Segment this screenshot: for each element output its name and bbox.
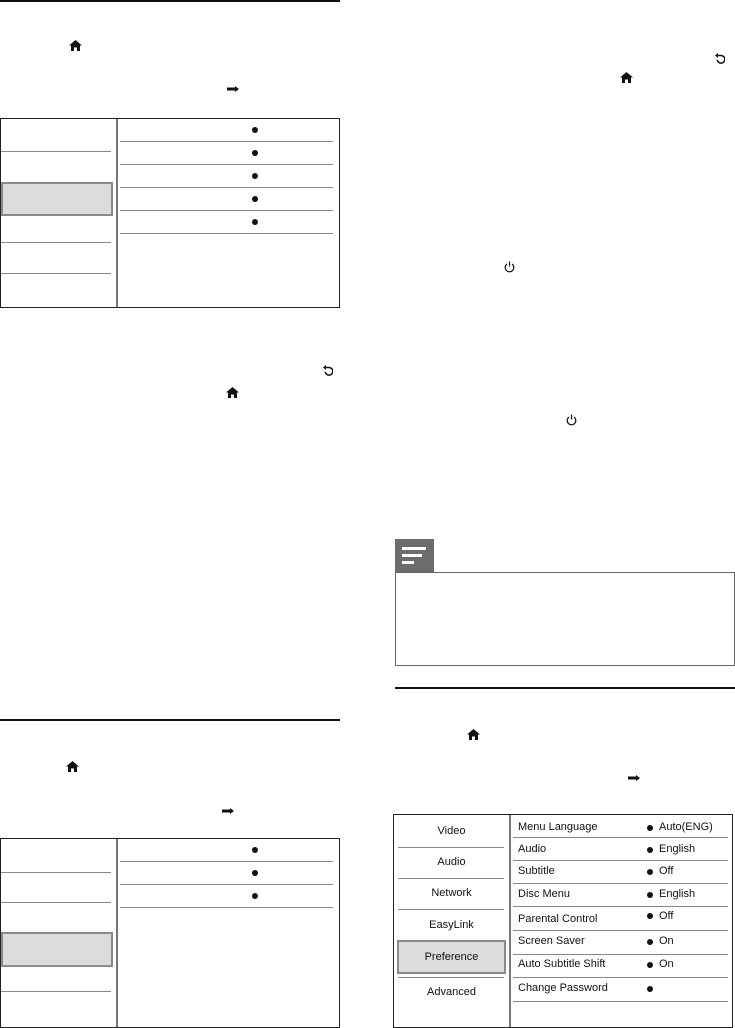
sidebar-item-preference-label: Preference [424,951,479,963]
option-divider [513,954,728,955]
preference-settings-menu [393,814,733,1028]
option-divider [513,906,728,907]
back-icon [714,53,725,65]
settings-menu-1 [0,118,340,308]
option-divider [513,977,728,978]
option-bullet [647,986,653,992]
sidebar-divider [1,151,111,152]
option-bullet [647,913,653,919]
right-arrow-icon [222,808,234,814]
home-icon [620,72,633,83]
option-bullet [252,847,258,853]
sidebar-item-network[interactable]: Network [431,887,472,899]
option-bullet [252,870,258,876]
right-arrow-icon [628,775,640,781]
option-bullet [252,196,258,202]
menu-sidebar [394,815,511,1027]
sidebar-item-easylink[interactable]: EasyLink [429,919,474,931]
option-value-audio: English [659,843,696,855]
sidebar-divider [398,878,504,879]
note-icon [395,539,434,572]
option-disc-menu[interactable]: Disc Menu [518,888,570,900]
home-icon [66,761,79,772]
option-bullet [252,127,258,133]
sidebar-divider [1,991,111,992]
option-bullet [647,939,653,945]
section-rule-mid-left [0,719,340,721]
option-value-menu-language: Auto(ENG) [659,821,713,833]
option-bullet [252,219,258,225]
option-audio[interactable]: Audio [518,843,547,855]
back-icon [322,365,333,377]
home-icon [467,729,480,740]
sidebar-item-preference[interactable] [397,940,506,974]
option-bullet [252,173,258,179]
option-menu-language[interactable]: Menu Language [518,821,598,833]
option-value-auto-subtitle-shift: On [659,958,674,970]
option-value-parental-control: Off [659,910,674,922]
option-divider [120,861,333,862]
section-rule-top-left [0,0,340,2]
option-divider [120,884,333,885]
sidebar-item-video[interactable]: Video [437,825,466,837]
option-divider [120,141,333,142]
option-bullet [647,892,653,898]
option-divider [120,210,333,211]
settings-menu-2 [0,838,340,1028]
option-divider [120,233,333,234]
option-screen-saver[interactable]: Screen Saver [518,935,585,947]
option-divider [513,860,728,861]
option-bullet [647,962,653,968]
section-rule-mid-right [395,687,735,689]
option-bullet [647,847,653,853]
option-divider [513,883,728,884]
option-bullet [252,893,258,899]
option-parental-control[interactable]: Parental Control [518,913,598,925]
note-box [395,572,735,666]
sidebar-divider [398,847,504,848]
sidebar-item-selected[interactable] [1,182,113,216]
sidebar-divider [398,977,504,978]
sidebar-divider [1,872,111,873]
sidebar-item-selected[interactable] [1,932,113,967]
option-value-screen-saver: On [659,935,674,947]
option-subtitle[interactable]: Subtitle [518,865,555,877]
option-divider [513,837,728,838]
sidebar-item-advanced[interactable]: Advanced [427,986,476,998]
option-bullet [647,869,653,875]
home-icon [69,40,82,51]
right-arrow-icon [227,86,239,92]
option-auto-subtitle-shift[interactable]: Auto Subtitle Shift [518,958,606,970]
home-icon [226,387,239,398]
option-divider [120,164,333,165]
option-value-subtitle: Off [659,865,674,877]
option-bullet [252,150,258,156]
sidebar-divider [1,242,111,243]
power-icon [566,414,577,426]
option-value-disc-menu: English [659,888,696,900]
option-divider [513,1001,728,1002]
option-bullet [647,825,653,831]
sidebar-divider [1,902,111,903]
sidebar-item-audio[interactable]: Audio [437,856,466,868]
power-icon [504,261,515,273]
option-divider [513,930,728,931]
option-change-password[interactable]: Change Password [518,982,608,994]
sidebar-divider [398,909,504,910]
option-divider [120,907,333,908]
sidebar-divider [1,273,111,274]
option-divider [120,187,333,188]
